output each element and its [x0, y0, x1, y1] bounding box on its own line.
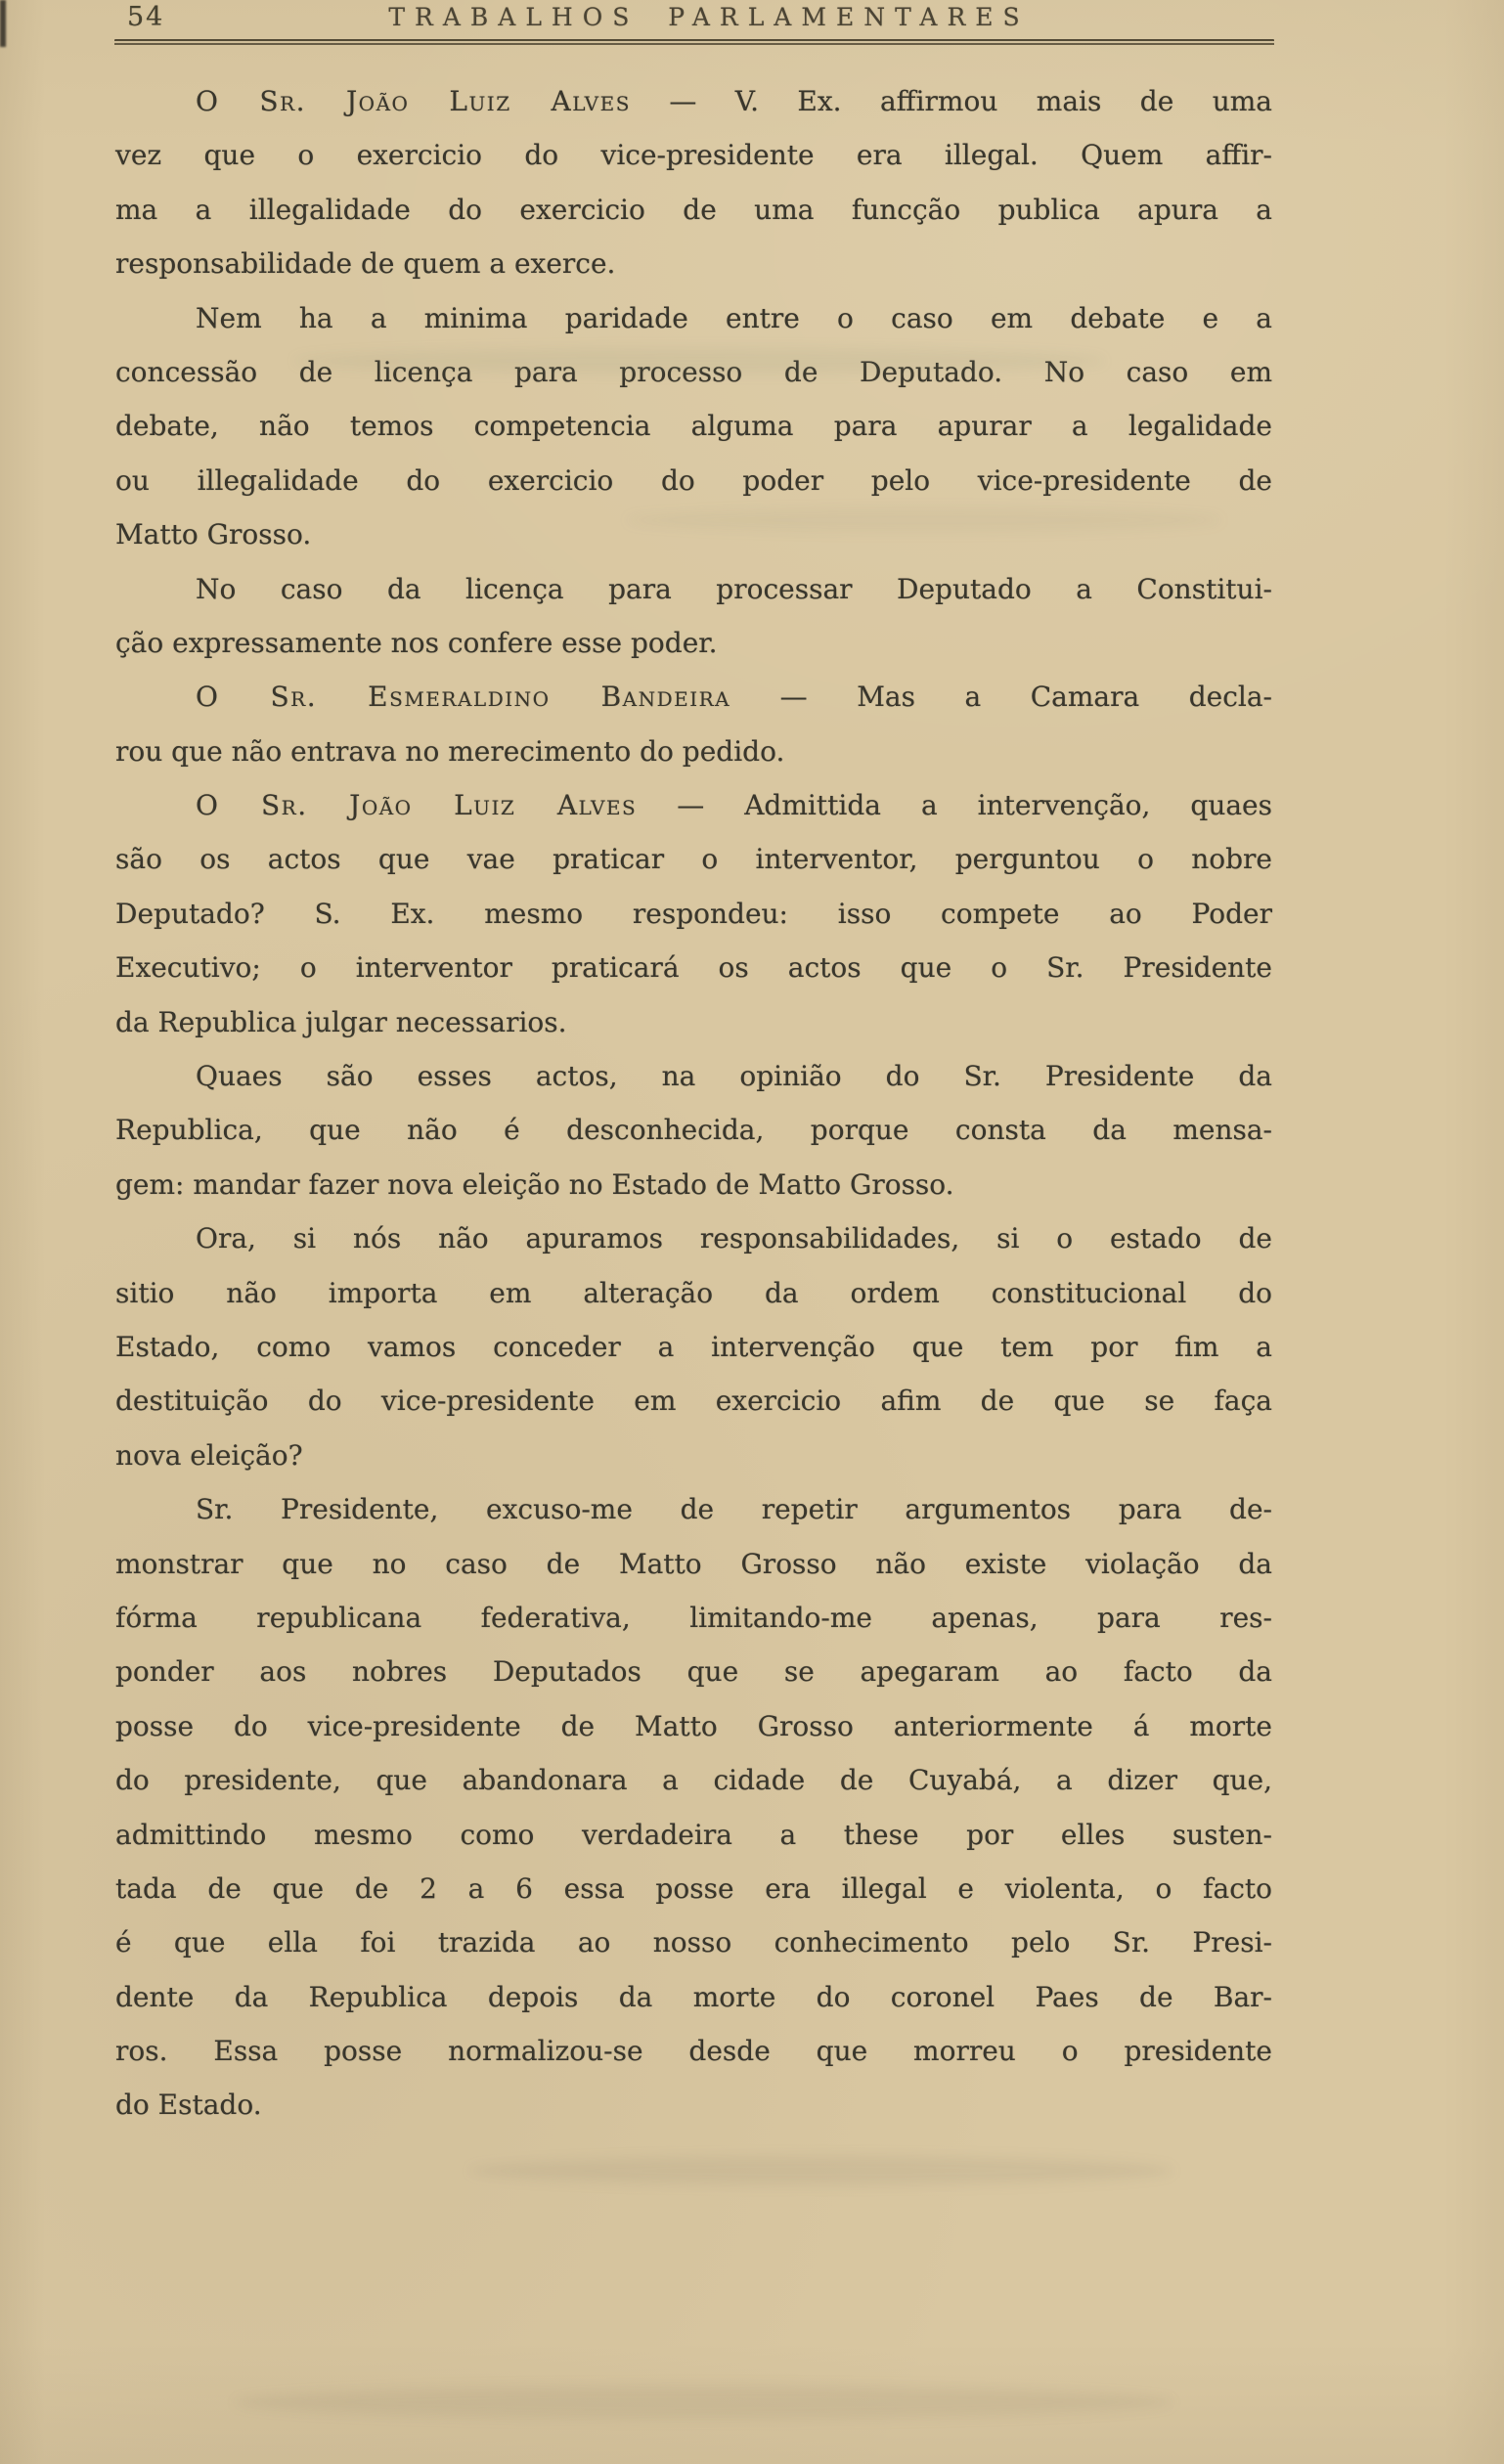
text-line: destituição do vice-presidente em exercicio afim de que se faça	[115, 1385, 1272, 1418]
text-line: da Republica julgar necessarios.	[115, 1005, 567, 1038]
running-title: TRABALHOS PARLAMENTARES	[388, 3, 1030, 31]
text-line: Executivo; o interventor praticará os actos que o Sr. Presidente	[115, 951, 1272, 985]
text-line: Quaes são esses actos, na opinião do Sr. Presidente da	[196, 1060, 1272, 1093]
text-line: são os actos que vae praticar o interventor, perguntou o nobre	[115, 843, 1272, 876]
text-line: Deputado? S. Ex. mesmo respondeu: isso compete ao Poder	[115, 897, 1272, 930]
text-line: Matto Grosso.	[115, 518, 312, 551]
show-through-smudge	[235, 2386, 1173, 2419]
text-line: Republica, que não é desconhecida, porque consta da mensa-	[115, 1114, 1272, 1147]
text-line: monstrar que no caso de Matto Grosso não existe violação da	[115, 1547, 1272, 1580]
text-line: sitio não importa em alteração da ordem constitucional do	[115, 1276, 1272, 1309]
header-rule	[114, 39, 1274, 46]
text-line: fórma republicana federativa, limitando-me apenas, para res-	[115, 1601, 1272, 1634]
text-line: ção expressamente nos confere esse poder.	[115, 626, 718, 659]
show-through-smudge	[469, 2156, 1173, 2185]
text-line: posse do vice-presidente de Matto Grosso anteriormente á morte	[115, 1709, 1272, 1742]
text-line: responsabilidade de quem a exerce.	[115, 247, 616, 281]
text-line: vez que o exercicio do vice-presidente era illegal. Quem affir-	[115, 139, 1272, 172]
text-line: rou que não entrava no merecimento do pedido.	[115, 734, 785, 768]
text-line: ma a illegalidade do exercicio de uma funcção publica apura a	[115, 193, 1272, 226]
text-line: nova eleição?	[115, 1438, 303, 1472]
text-line: Sr. Presidente, excuso-me de repetir argumentos para de-	[196, 1493, 1272, 1526]
text-line: admittindo mesmo como verdadeira a these por elles susten-	[115, 1818, 1272, 1851]
text-line: Estado, como vamos conceder a intervenção que tem por fim a	[115, 1330, 1272, 1363]
text-line: ros. Essa posse normalizou-se desde que morreu o presidente	[115, 2035, 1272, 2068]
text-line: tada de que de 2 a 6 essa posse era illegal e violenta, o facto	[115, 1871, 1272, 1905]
text-line: do Estado.	[115, 2089, 262, 2122]
text-line: ou illegalidade do exercicio do poder pelo vice-presidente de	[115, 463, 1272, 497]
text-line: gem: mandar fazer nova eleição no Estado de Matto Grosso.	[115, 1167, 954, 1201]
text-line: Ora, si nós não apuramos responsabilidades, si o estado de	[196, 1222, 1272, 1255]
scan-edge-artifact	[0, 0, 6, 47]
page-text	[115, 74, 1272, 2133]
text-line: Nem ha a minima paridade entre o caso em debate e a	[196, 301, 1272, 334]
text-line: No caso da licença para processar Deputado a Constitui-	[196, 572, 1272, 605]
text-line: debate, não temos competencia alguma para apurar a legalidade	[115, 410, 1272, 443]
speaker-name: O Sr. João Luiz Alves	[196, 789, 638, 822]
text-line: concessão de licença para processo de Deputado. No caso em	[115, 355, 1272, 388]
text-line: O Sr. João Luiz Alves — V. Ex. affirmou mais de uma	[196, 85, 1272, 117]
text-line: é que ella foi trazida ao nosso conhecimento pelo Sr. Presi-	[115, 1926, 1272, 1959]
text-line: dente da Republica depois da morte do coronel Paes de Bar-	[115, 1980, 1272, 2013]
speaker-name: O Sr. João Luiz Alves	[196, 85, 631, 117]
text-line: ponder aos nobres Deputados que se apegaram ao facto da	[115, 1655, 1272, 1689]
text-line: O Sr. João Luiz Alves — Admittida a intervenção, quaes	[196, 789, 1272, 822]
page-number: 54	[127, 2, 165, 32]
text-line: do presidente, que abandonara a cidade de Cuyabá, a dizer que,	[115, 1764, 1272, 1797]
speaker-name: O Sr. Esmeraldino Bandeira	[196, 681, 731, 714]
text-line: O Sr. Esmeraldino Bandeira — Mas a Camara decla-	[196, 681, 1272, 714]
